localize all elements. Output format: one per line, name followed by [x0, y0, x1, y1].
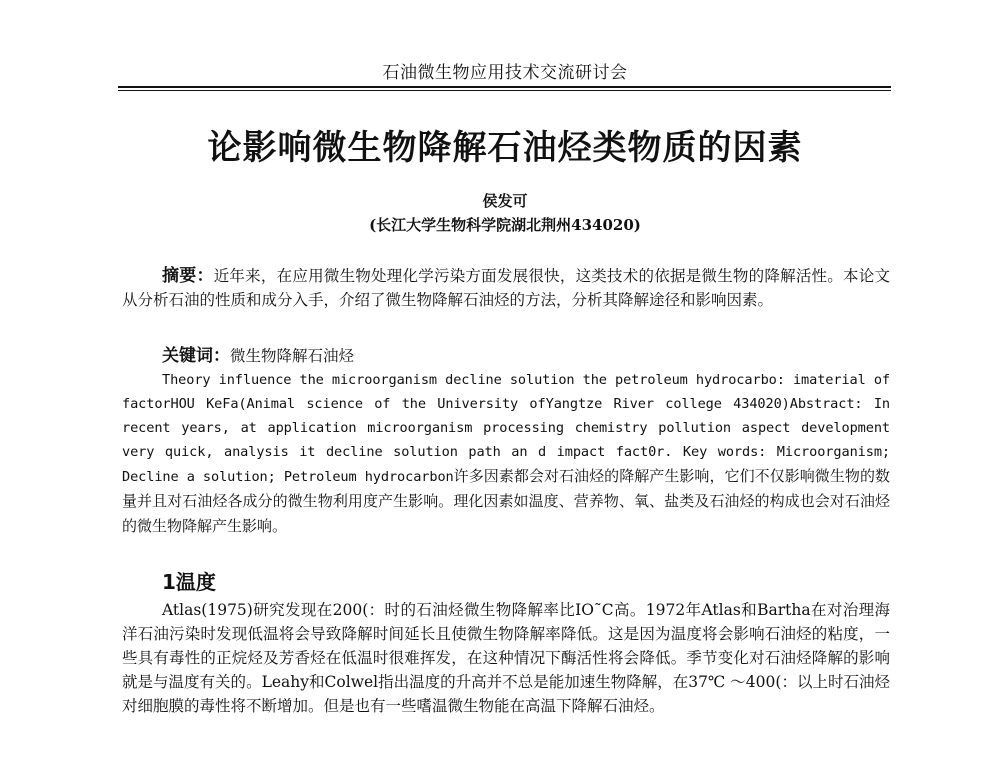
keywords-line — [122, 344, 930, 368]
keywords-text: 微生物降解石油烃 — [230, 347, 355, 365]
author-name: 侯发可 — [482, 192, 528, 210]
abstract-text: 近年来，在应用微生物处理化学污染方面发展很快，这类技术的依据是微生物的降解活性。本论文从分析石油的性质和成分入手，介绍了微生物降解石油烃的方法，分析其降解途径和影响因素。 — [122, 267, 890, 309]
author-affiliation: (长江大学生物科学院湖北荆州434020) — [369, 216, 641, 234]
intro-continuation-text: 许多因素都会对石油烃的降解产生影响，它们不仅影响微生物的数量并且对石油烃各成分的微生物利用度产生影响。理化因素如温度、营养物、氧、盐类及石油烃的构成也会对石油烃的微生物降解产生影响。 — [122, 467, 890, 535]
english-abstract-text: Theory influence the microorganism decline solution the petroleum hydrocarbo: imaterial of factorHOU KeFa(Animal science of the University ofYangtze River college 434020)Abstract: In recent years, at application microorganism processing chemistry pollution aspect development very quick, analysis it decline solution path an d impact fact0r. Key words: Microorganism; Decline a solution; Petroleum hydrocarbon — [122, 372, 890, 485]
header-rule-thick — [118, 86, 891, 88]
paper-title: 论影响微生物降解石油烃类物质的因素 — [207, 128, 803, 168]
section-temperature-paragraph: Atlas(1975)研究发现在200(：时的石油烃微生物降解率比IO˜C高。1972年Atlas和Bartha在对治理海洋石油污染时发现低温将会导致降解时间延长且使微生物降解率降低。这是因为温度将会影响石油烃的粘度，一些具有毒性的正烷烃及芳香烃在低温时很难挥发，在这种情况下酶活性将会降低。季节变化对石油烃降解的影响就是与温度有关的。Leahy和Colwel指出温度的升高并不总是能加速生物降解，在37℃ ～400(：以上时石油烃对细胞膜的毒性将不断增加。但是也有一些嗜温微生物能在高温下降解石油烃。 — [122, 601, 890, 715]
keywords-label: 关键词： — [162, 346, 230, 366]
running-header: 石油微生物应用技术交流研讨会 — [382, 63, 628, 83]
abstract-label: 摘要： — [162, 266, 214, 286]
header-rule-thin — [118, 90, 891, 91]
english-abstract — [122, 368, 890, 539]
abstract-paragraph — [122, 264, 890, 312]
section-heading-temperature: 1温度 — [162, 570, 216, 594]
